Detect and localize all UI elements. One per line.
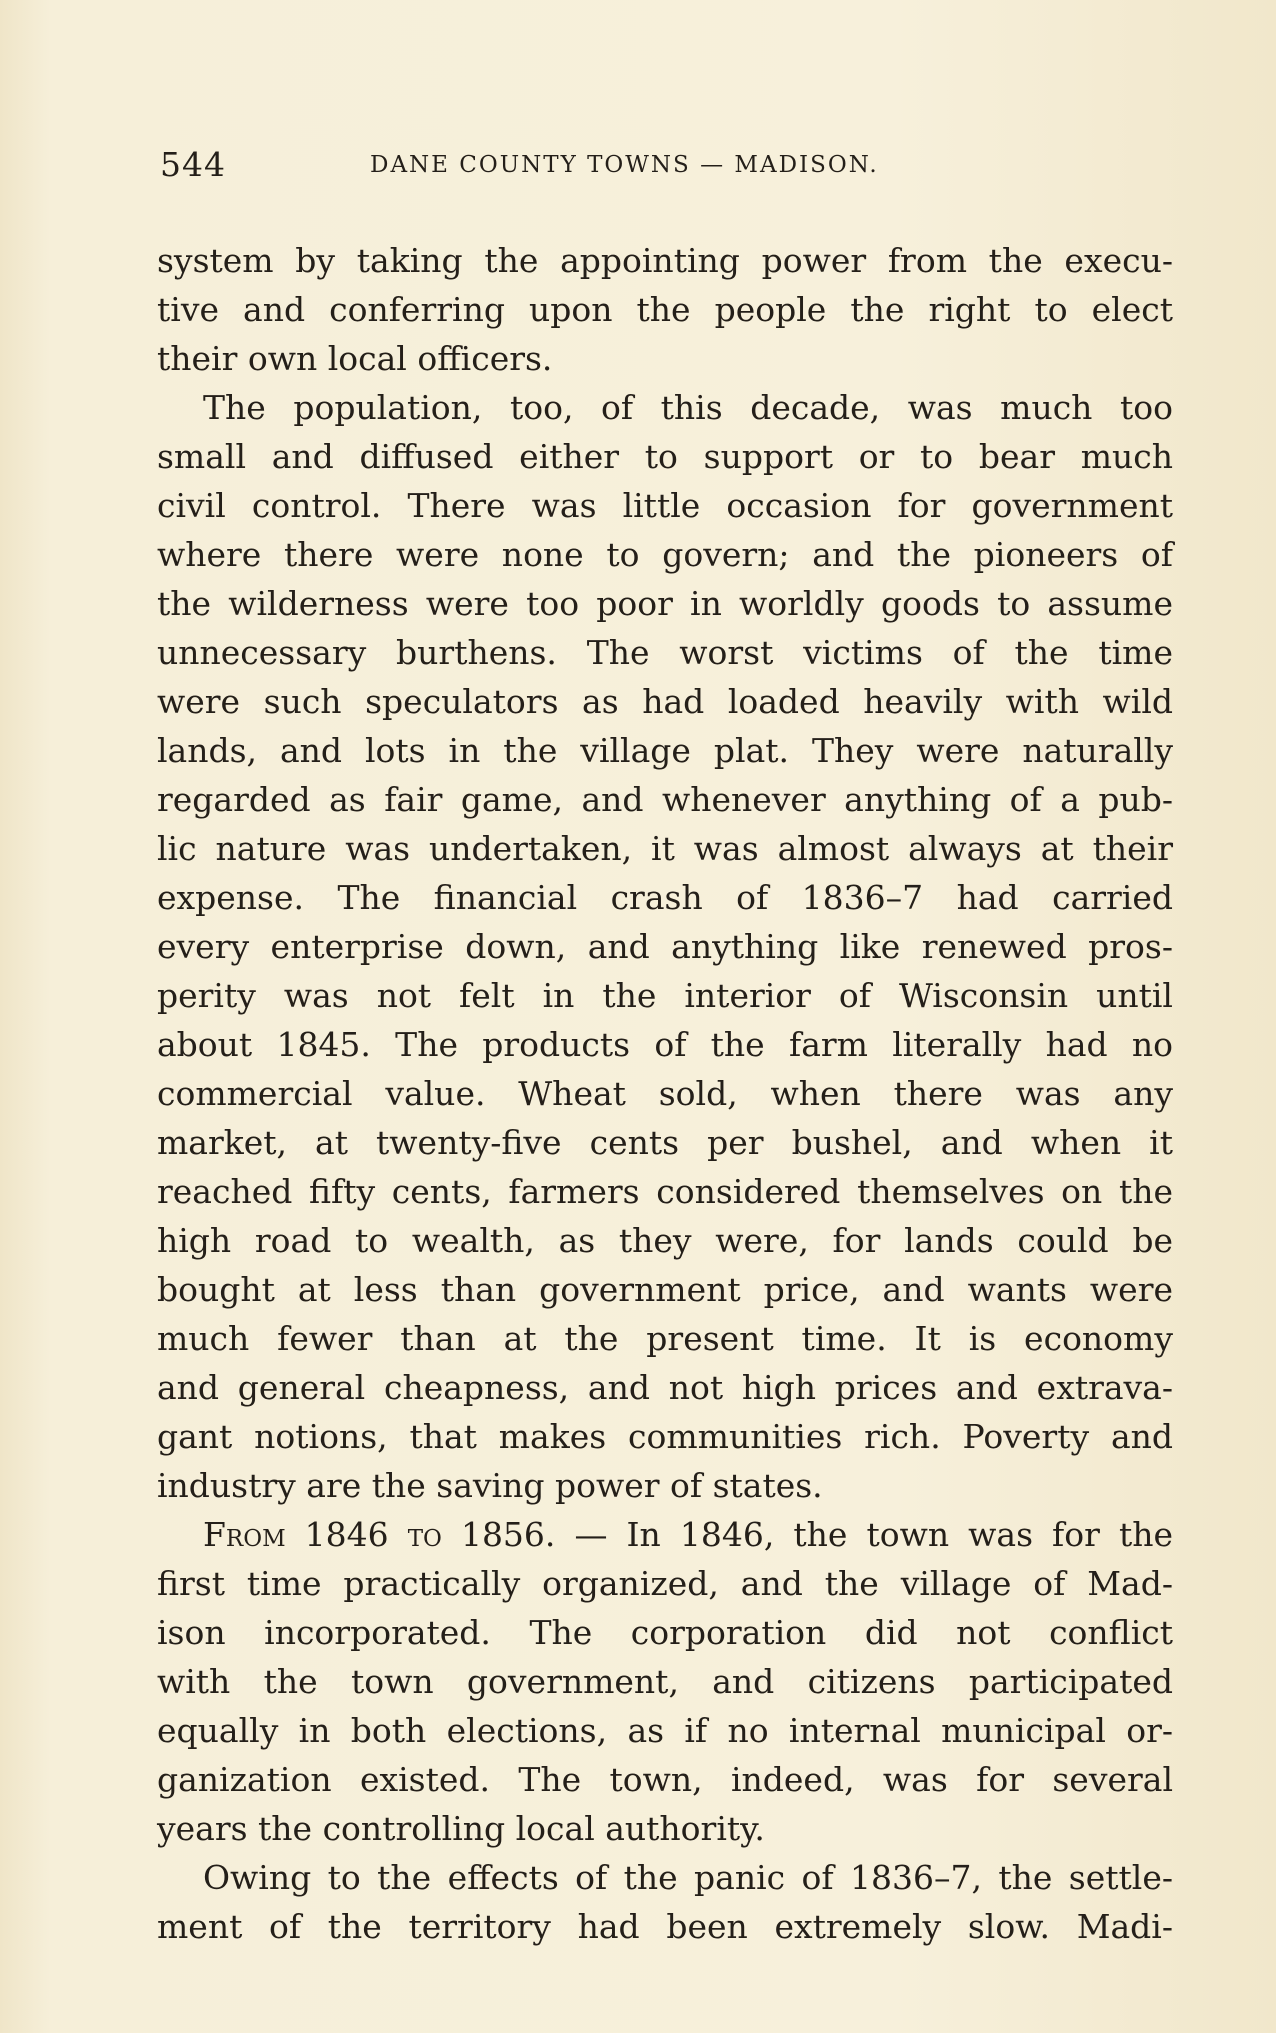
page-number: 544 xyxy=(160,145,226,184)
text-line: much fewer than at the present time. It is economy xyxy=(157,1319,1173,1358)
text-line: civil control. There was little occasion for government xyxy=(157,486,1173,525)
text-line xyxy=(157,1510,1173,1559)
page-header xyxy=(160,145,1188,187)
text-line: about 1845. The products of the farm literally had no xyxy=(157,1025,1173,1064)
text-line: bought at less than government price, and wants were xyxy=(157,1270,1173,1309)
text-line: where there were none to govern; and the pioneers of xyxy=(157,535,1173,574)
text-line: small and diffused either to support or to bear much xyxy=(157,437,1173,476)
text-line: years the controlling local authority. xyxy=(157,1809,765,1848)
text-line: high road to wealth, as they were, for lands could be xyxy=(157,1221,1173,1260)
text-line: their own local officers. xyxy=(157,339,553,378)
text-line: perity was not felt in the interior of Wisconsin until xyxy=(157,976,1173,1015)
section-text: — In 1846, the town was for the xyxy=(555,1515,1173,1554)
text-line: lic nature was undertaken, it was almost always at their xyxy=(157,829,1173,868)
text-line: reached fifty cents, farmers considered themselves on the xyxy=(157,1172,1173,1211)
text-line: ganization existed. The town, indeed, was for several xyxy=(157,1760,1173,1799)
text-line: the wilderness were too poor in worldly goods to assume xyxy=(157,584,1173,623)
section-heading: From 1846 to 1856. xyxy=(203,1515,556,1554)
text-line: and general cheapness, and not high prices and extrava- xyxy=(157,1368,1173,1407)
text-line: ment of the territory had been extremely slow. Madi- xyxy=(157,1907,1173,1946)
text-line: market, at twenty-five cents per bushel, and when it xyxy=(157,1123,1173,1162)
text-line: were such speculators as had loaded heavily with wild xyxy=(157,682,1173,721)
text-line: expense. The financial crash of 1836–7 had carried xyxy=(157,878,1173,917)
text-line: lands, and lots in the village plat. They were naturally xyxy=(157,731,1173,770)
text-line: every enterprise down, and anything like renewed pros- xyxy=(157,927,1173,966)
running-head: DANE COUNTY TOWNS — MADISON. xyxy=(370,152,879,178)
text-line: equally in both elections, as if no internal municipal or- xyxy=(157,1711,1173,1750)
text-line: unnecessary burthens. The worst victims of the time xyxy=(157,633,1173,672)
text-line: Owing to the effects of the panic of 1836–7, the settle- xyxy=(203,1858,1173,1897)
text-line: regarded as fair game, and whenever anything of a pub- xyxy=(157,780,1173,819)
text-line: industry are the saving power of states. xyxy=(157,1466,823,1505)
text-line: gant notions, that makes communities rich. Poverty and xyxy=(157,1417,1173,1456)
text-line: ison incorporated. The corporation did not conflict xyxy=(157,1613,1173,1652)
body-text xyxy=(157,236,1173,1951)
text-line: system by taking the appointing power from the execu- xyxy=(157,241,1173,280)
text-line: The population, too, of this decade, was much too xyxy=(203,388,1173,427)
text-line: tive and conferring upon the people the right to elect xyxy=(157,290,1173,329)
text-line: commercial value. Wheat sold, when there was any xyxy=(157,1074,1173,1113)
text-line: with the town government, and citizens participated xyxy=(157,1662,1173,1701)
text-line: first time practically organized, and the village of Mad- xyxy=(157,1564,1173,1603)
